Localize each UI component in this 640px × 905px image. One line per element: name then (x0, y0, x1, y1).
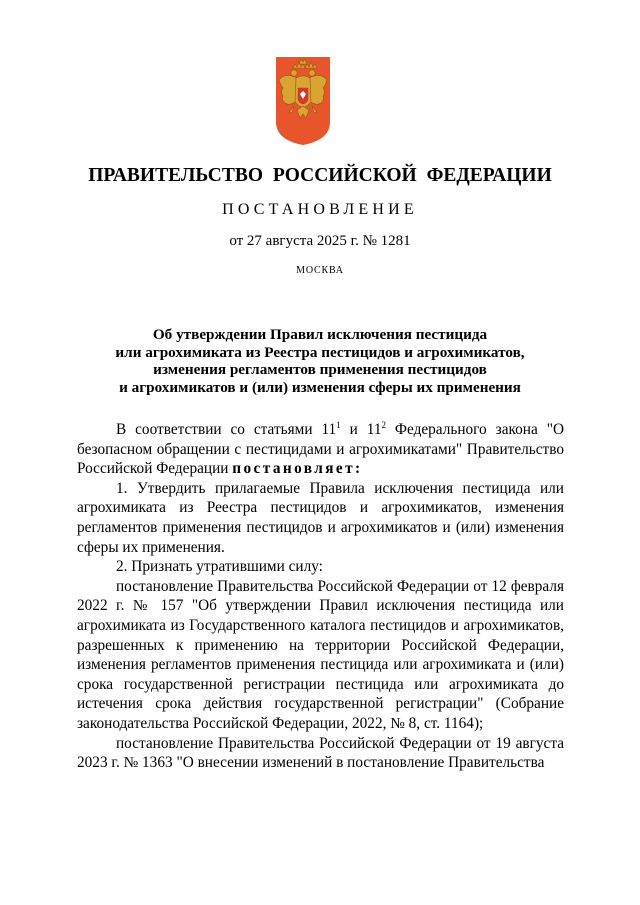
decrees-word: постановляет: (232, 460, 363, 478)
russian-coat-of-arms-icon (275, 56, 331, 146)
heading-line: изменения регламентов применения пестицидов (153, 361, 487, 378)
preamble-text: Федерального закона "О безопасном обращении с пестицидами и агрохимикатами" Правительство Российской Федерации (77, 421, 564, 478)
document-heading (0, 326, 640, 396)
preamble-text: и 11 (340, 421, 382, 438)
body-paragraph: постановление Правительства Российской Федерации от 12 февраля 2022 г. № 157 "Об утверждении Правил исключения пестицида или агрохимиката из Государственного каталога пестицидов и агрохимикатов, разрешенных к применению на территории Российской Федерации, изменения регламентов применения пестицида или агрохимиката и (или) срока государственной регистрации пестицида или агрохимиката до истечения срока действия государственной регистрации" (Собрание законодательства Российской Федерации, 2022, № 8, ст. 1164); (77, 577, 564, 732)
document-city: МОСКВА (296, 265, 344, 276)
preamble-text: В соответствии со статьями 11 (116, 421, 337, 438)
heading-line: и агрохимикатов и (или) изменения сферы их применения (119, 378, 521, 396)
heading-line: или агрохимиката из Реестра пестицидов и агрохимикатов, (115, 343, 525, 361)
preamble-paragraph (77, 420, 564, 479)
body-paragraph: 1. Утвердить прилагаемые Правила исключения пестицида или агрохимиката из Реестра пестицидов и агрохимикатов, изменения регламентов применения пестицидов и агрохимикатов и (или) изменения сферы их применения. (77, 479, 564, 556)
document-date-number: от 27 августа 2025 г. № 1281 (229, 233, 411, 249)
article-superscript: 1 (336, 420, 341, 430)
body-paragraph: 2. Признать утратившими силу: (116, 558, 323, 576)
heading-line: Об утверждении Правил исключения пестицида (152, 326, 488, 343)
authority-title: ПРАВИТЕЛЬСТВО РОССИЙСКОЙ ФЕДЕРАЦИИ (88, 165, 552, 186)
article-superscript: 2 (381, 420, 386, 430)
body-paragraph: постановление Правительства Российской Федерации от 19 августа 2023 г. № 1363 "О внесении изменений в постановление Правительства (77, 734, 564, 772)
document-type: ПОСТАНОВЛЕНИЕ (222, 201, 418, 218)
document-body (77, 420, 564, 773)
